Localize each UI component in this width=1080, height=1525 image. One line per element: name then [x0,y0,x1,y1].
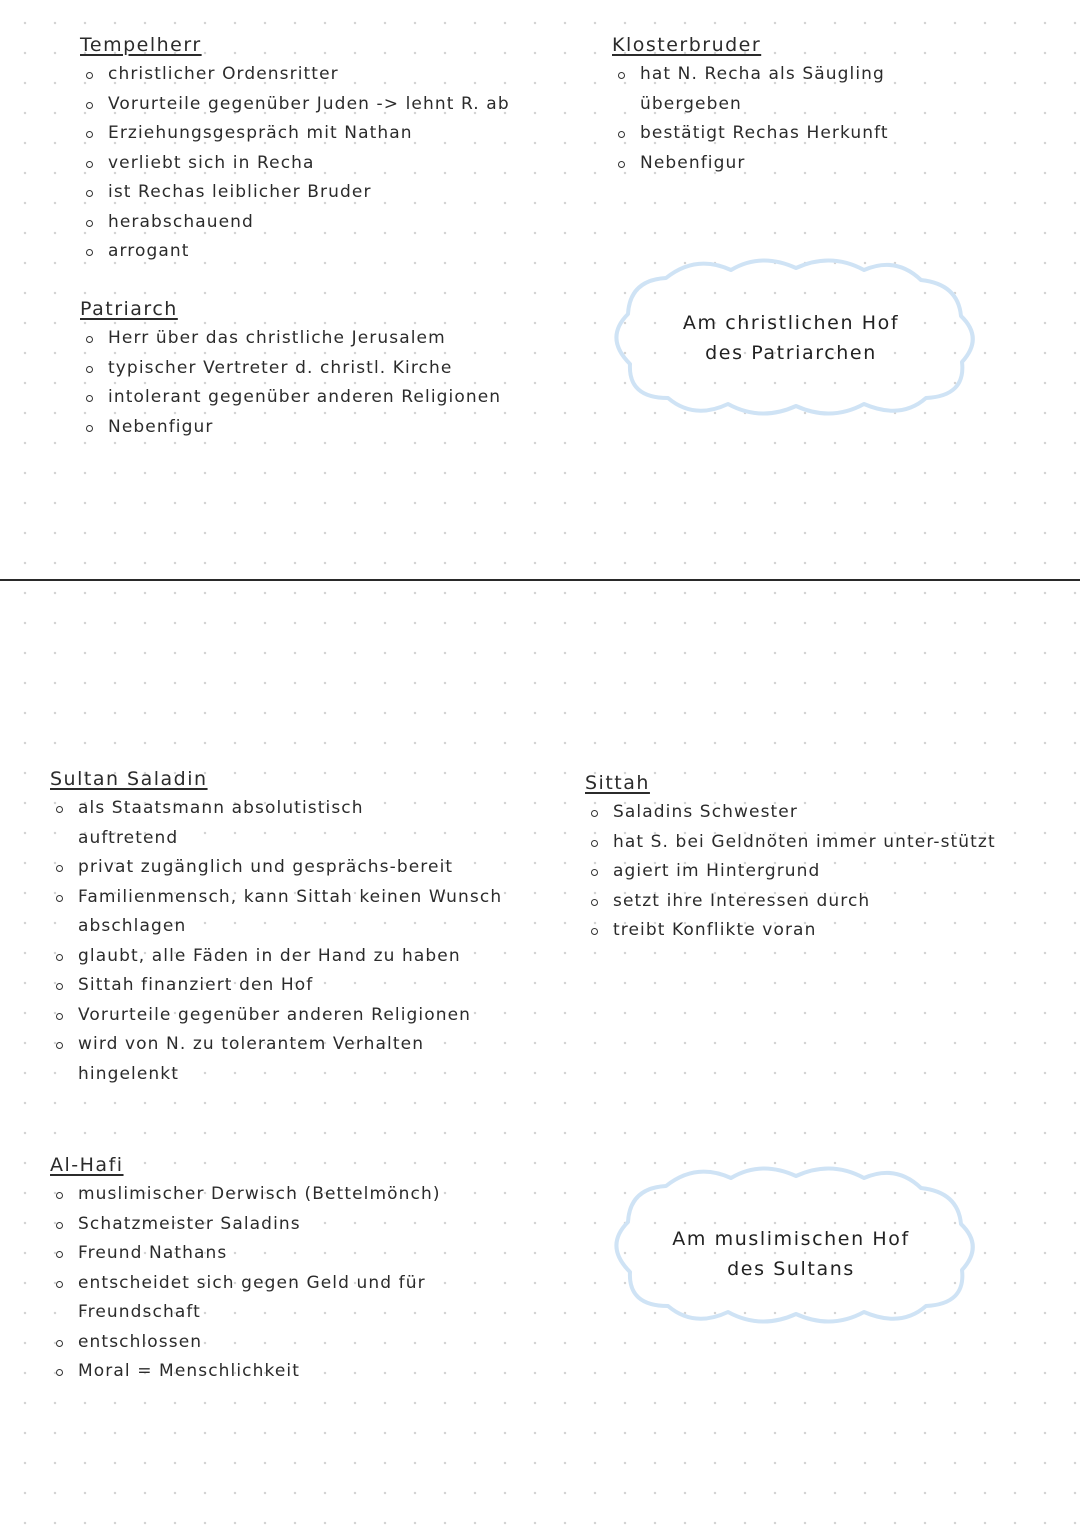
patriarch-list [80,324,501,442]
list-item: Vorurteile gegenüber Juden -> lehnt R. ab [80,90,510,120]
saladin-heading: Sultan Saladin [50,768,208,790]
klosterbruder-list [612,60,1032,178]
saladin-section [50,768,518,1089]
list-item: Saladins Schwester [585,798,1055,828]
page-divider [0,579,1080,581]
list-item: als Staatsmann absolutistisch auftretend [50,794,468,853]
list-item: glaubt, alle Fäden in der Hand zu haben [50,942,518,972]
tempelherr-section [80,34,510,267]
klosterbruder-heading: Klosterbruder [612,34,762,56]
list-item: entscheidet sich gegen Geld und für Freundschaft [50,1269,468,1328]
list-item: christlicher Ordensritter [80,60,510,90]
list-item: Moral = Menschlichkeit [50,1357,468,1387]
list-item: entschlossen [50,1328,468,1358]
list-item: muslimischer Derwisch (Bettelmönch) [50,1180,468,1210]
klosterbruder-section [612,34,1032,178]
cloud-line-1: Am christlichen Hof [682,312,900,334]
list-item: typischer Vertreter d. christl. Kirche [80,354,501,384]
cloud-line-1: Am muslimischen Hof [672,1228,910,1250]
list-item: Schatzmeister Saladins [50,1210,468,1240]
list-item: Vorurteile gegenüber anderen Religionen [50,1001,518,1031]
list-item: Erziehungsgespräch mit Nathan [80,119,510,149]
sittah-section [585,772,1055,946]
patriarch-section [80,298,501,442]
tempelherr-heading: Tempelherr [80,34,202,56]
sittah-heading: Sittah [585,772,650,794]
list-item: bestätigt Rechas Herkunft [612,119,1032,149]
cloud-line-2: des Sultans [727,1258,855,1280]
list-item: wird von N. zu tolerantem Verhalten hingelenkt [50,1030,518,1089]
alhafi-section [50,1154,468,1387]
list-item: verliebt sich in Recha [80,149,510,179]
list-item: Familienmensch, kann Sittah keinen Wunsch abschlagen [50,883,508,942]
list-item: agiert im Hintergrund [585,857,1055,887]
alhafi-heading: Al-Hafi [50,1154,124,1176]
list-item: Nebenfigur [80,413,501,443]
list-item: intolerant gegenüber anderen Religionen [80,383,501,413]
list-item: privat zugänglich und gesprächs-bereit [50,853,468,883]
alhafi-list [50,1180,468,1387]
christian-court-cloud [596,250,986,425]
saladin-list [50,794,518,1089]
sittah-list [585,798,1055,946]
list-item: setzt ihre Interessen durch [585,887,1055,917]
patriarch-heading: Patriarch [80,298,178,320]
list-item: Herr über das christliche Jerusalem [80,324,501,354]
muslim-court-cloud [596,1158,986,1333]
list-item: Sittah finanziert den Hof [50,971,518,1001]
list-item: Nebenfigur [612,149,1032,179]
list-item: ist Rechas leiblicher Bruder [80,178,510,208]
list-item: arrogant [80,237,510,267]
list-item: treibt Konflikte voran [585,916,1055,946]
list-item: Freund Nathans [50,1239,468,1269]
list-item: herabschauend [80,208,510,238]
tempelherr-list [80,60,510,267]
cloud-line-2: des Patriarchen [705,342,877,364]
list-item: hat N. Recha als Säugling übergeben [612,60,950,119]
list-item: hat S. bei Geldnöten immer unter-stützt [585,828,1033,858]
